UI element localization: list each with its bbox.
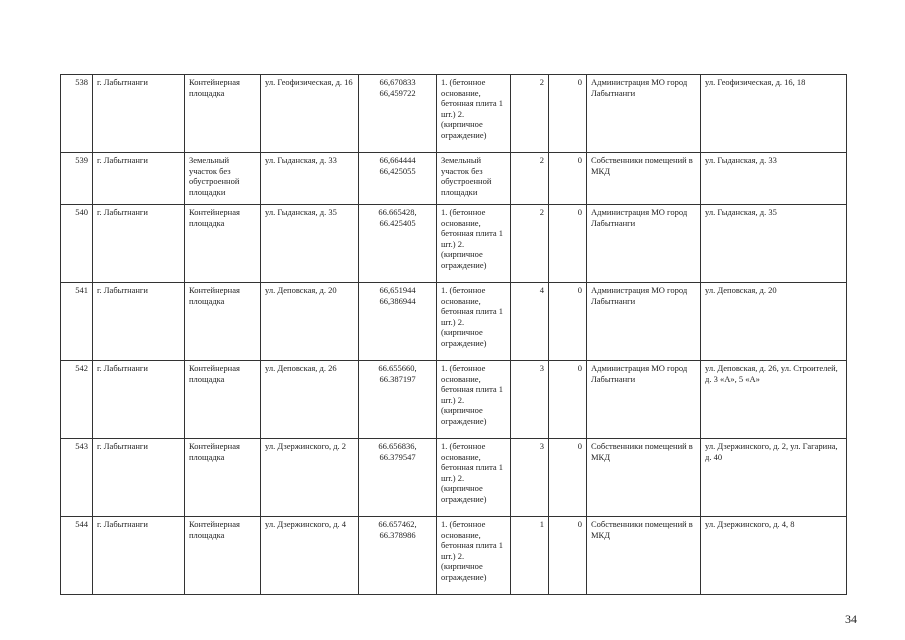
row-number: 543 — [61, 439, 93, 517]
zero-count-cell: 0 — [549, 283, 587, 361]
surface-cell: 1. (бетонное основание, бетонная плита 1 шт.) 2. (кирпичное ограждение) — [437, 517, 511, 595]
latitude: 66,651944 — [379, 285, 416, 295]
table-row — [61, 439, 847, 517]
longitude: 66,459722 — [379, 87, 416, 98]
table-row — [61, 361, 847, 439]
address-cell: ул. Геофизическая, д. 16 — [261, 75, 359, 153]
surface-cell: Земельный участок без обустроенной площадки — [437, 153, 511, 205]
city-cell: г. Лабытнанги — [93, 283, 185, 361]
city-cell: г. Лабытнанги — [93, 439, 185, 517]
zero-count-cell: 0 — [549, 205, 587, 283]
served-objects-cell: ул. Гыданская, д. 35 — [701, 205, 847, 283]
longitude: 66.378986 — [379, 529, 416, 540]
latitude: 66.655660, — [378, 363, 417, 373]
served-objects-cell: ул. Дзержинского, д. 4, 8 — [701, 517, 847, 595]
owner-cell: Администрация МО город Лабытнанги — [587, 205, 701, 283]
site-type-cell: Земельный участок без обустроенной площадки — [185, 153, 261, 205]
longitude: 66,386944 — [379, 295, 416, 306]
owner-cell: Администрация МО город Лабытнанги — [587, 75, 701, 153]
longitude: 66.387197 — [379, 373, 416, 384]
address-cell: ул. Гыданская, д. 33 — [261, 153, 359, 205]
container-count-cell: 2 — [511, 153, 549, 205]
site-type-cell: Контейнерная площадка — [185, 361, 261, 439]
zero-count-cell: 0 — [549, 439, 587, 517]
address-cell: ул. Деповская, д. 26 — [261, 361, 359, 439]
longitude: 66.425405 — [379, 217, 416, 228]
row-number: 539 — [61, 153, 93, 205]
page-number: 34 — [845, 612, 857, 626]
row-number: 538 — [61, 75, 93, 153]
registry-table — [60, 74, 847, 595]
coordinates-cell — [359, 205, 437, 283]
address-cell: ул. Деповская, д. 20 — [261, 283, 359, 361]
coordinates-cell — [359, 153, 437, 205]
row-number: 540 — [61, 205, 93, 283]
container-count-cell: 3 — [511, 361, 549, 439]
site-type-cell: Контейнерная площадка — [185, 283, 261, 361]
surface-cell: 1. (бетонное основание, бетонная плита 1 шт.) 2. (кирпичное ограждение) — [437, 205, 511, 283]
table-row — [61, 75, 847, 153]
zero-count-cell: 0 — [549, 153, 587, 205]
row-number: 541 — [61, 283, 93, 361]
owner-cell: Собственники помещений в МКД — [587, 153, 701, 205]
surface-cell: 1. (бетонное основание, бетонная плита 1 шт.) 2. (кирпичное ограждение) — [437, 75, 511, 153]
container-count-cell: 2 — [511, 205, 549, 283]
latitude: 66.665428, — [378, 207, 417, 217]
owner-cell: Собственники помещений в МКД — [587, 439, 701, 517]
row-number: 544 — [61, 517, 93, 595]
site-type-cell: Контейнерная площадка — [185, 517, 261, 595]
surface-cell: 1. (бетонное основание, бетонная плита 1 шт.) 2. (кирпичное ограждение) — [437, 439, 511, 517]
longitude: 66.379547 — [379, 451, 416, 462]
latitude: 66.656836, — [378, 441, 417, 451]
served-objects-cell: ул. Дзержинского, д. 2, ул. Гагарина, д. 40 — [701, 439, 847, 517]
city-cell: г. Лабытнанги — [93, 75, 185, 153]
site-type-cell: Контейнерная площадка — [185, 205, 261, 283]
zero-count-cell: 0 — [549, 75, 587, 153]
container-count-cell: 4 — [511, 283, 549, 361]
table-row — [61, 517, 847, 595]
address-cell: ул. Дзержинского, д. 2 — [261, 439, 359, 517]
site-type-cell: Контейнерная площадка — [185, 75, 261, 153]
coordinates-cell — [359, 517, 437, 595]
surface-cell: 1. (бетонное основание, бетонная плита 1 шт.) 2. (кирпичное ограждение) — [437, 361, 511, 439]
owner-cell: Администрация МО город Лабытнанги — [587, 361, 701, 439]
table-row — [61, 205, 847, 283]
served-objects-cell: ул. Гыданская, д. 33 — [701, 153, 847, 205]
address-cell: ул. Гыданская, д. 35 — [261, 205, 359, 283]
zero-count-cell: 0 — [549, 361, 587, 439]
table-row — [61, 153, 847, 205]
coordinates-cell — [359, 361, 437, 439]
coordinates-cell — [359, 439, 437, 517]
zero-count-cell: 0 — [549, 517, 587, 595]
city-cell: г. Лабытнанги — [93, 153, 185, 205]
latitude: 66,664444 — [379, 155, 416, 165]
longitude: 66,425055 — [379, 165, 416, 176]
latitude: 66.657462, — [378, 519, 417, 529]
site-type-cell: Контейнерная площадка — [185, 439, 261, 517]
coordinates-cell — [359, 75, 437, 153]
served-objects-cell: ул. Деповская, д. 20 — [701, 283, 847, 361]
table-row — [61, 283, 847, 361]
container-count-cell: 2 — [511, 75, 549, 153]
row-number: 542 — [61, 361, 93, 439]
city-cell: г. Лабытнанги — [93, 517, 185, 595]
city-cell: г. Лабытнанги — [93, 205, 185, 283]
container-count-cell: 1 — [511, 517, 549, 595]
city-cell: г. Лабытнанги — [93, 361, 185, 439]
owner-cell: Администрация МО город Лабытнанги — [587, 283, 701, 361]
container-count-cell: 3 — [511, 439, 549, 517]
owner-cell: Собственники помещений в МКД — [587, 517, 701, 595]
coordinates-cell — [359, 283, 437, 361]
served-objects-cell: ул. Деповская, д. 26, ул. Строителей, д. 3 «А», 5 «А» — [701, 361, 847, 439]
latitude: 66,670833 — [379, 77, 416, 87]
served-objects-cell: ул. Геофизическая, д. 16, 18 — [701, 75, 847, 153]
address-cell: ул. Дзержинского, д. 4 — [261, 517, 359, 595]
surface-cell: 1. (бетонное основание, бетонная плита 1 шт.) 2. (кирпичное ограждение) — [437, 283, 511, 361]
